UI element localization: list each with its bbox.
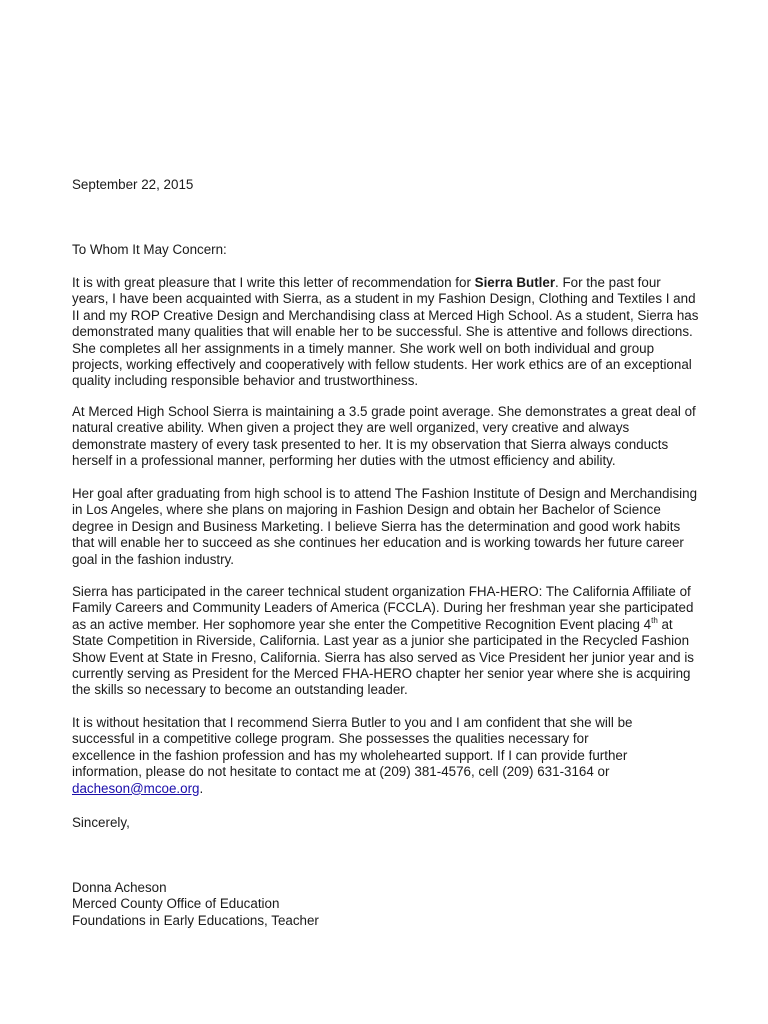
paragraph-1: It is with great pleasure that I write this letter of recommendation for Sierra Butler. For the past four years, I have been acquainted with Sierra, as a student in my Fashion Design, Clothing and Textiles I and II and my ROP Creative Design and Merchandising class at Merced High School. As a student, Sierra has demonstrated many qualities that will enable her to be successful. She is attentive and follows directions. She completes all her assignments in a timely manner. She work well on both individual and group projects, working effectively and cooperatively with fellow students. Her work ethics are of an exceptional quality including responsible behavior and trustworthiness.	[72, 275, 722, 390]
ordinal-suffix: th	[651, 615, 658, 625]
paragraph-5: It is without hesitation that I recommend Sierra Butler to you and I am confident that she will be successful in a competitive college program. She possesses the qualities necessary for excellence in the fashion profession and has my wholehearted support. If I can provide further information, please do not hesitate to contact me at (209) 381-4576, cell (209) 631-3164 or dacheson@mcoe.org.	[72, 715, 722, 797]
letter-date: September 22, 2015	[72, 177, 194, 192]
closing: Sincerely,	[72, 815, 130, 830]
paragraph-line: dacheson@mcoe.org.	[72, 780, 204, 796]
paragraph-2: At Merced High School Sierra is maintaining a 3.5 grade point average. She demonstrates a great deal of natural creative ability. When given a project they are well organized, very creative and always demonstrate mastery of every task presented to her. It is my observation that Sierra always conducts herself in a professional manner, performing her duties with the utmost efficiency and ability.	[72, 404, 696, 469]
paragraph-line: It is with great pleasure that I write this letter of recommendation for Sierra Butler. For the past four	[72, 275, 661, 290]
signer-organization: Merced County Office of Education	[72, 896, 280, 912]
paragraph-line: as an active member. Her sophomore year she enter the Competitive Recognition Event placing 4th at	[72, 615, 673, 632]
salutation: To Whom It May Concern:	[72, 242, 227, 257]
paragraph-3: Her goal after graduating from high school is to attend The Fashion Institute of Design and Merchandising in Los Angeles, where she plans on majoring in Fashion Design and obtain her Bachelor of Science degree in Design and Business Marketing. I believe Sierra has the determination and good work habits that will enable her to succeed as she continues her education and is working towards her future career goal in the fashion industry.	[72, 486, 698, 567]
signature-block	[72, 880, 722, 929]
paragraph-4: Sierra has participated in the career technical student organization FHA-HERO: The California Affiliate of Family Careers and Community Leaders of America (FCCLA). During her freshman year she participated as an active member. Her sophomore year she enter the Competitive Recognition Event placing 4th at State Competition in Riverside, California. Last year as a junior she participated in the Recycled Fashion Show Event at State in Fresno, California. Sierra has also served as Vice President her junior year and is currently serving as President for the Merced FHA-HERO chapter her senior year where she is acquiring the skills so necessary to become an outstanding leader.	[72, 584, 722, 699]
email-link[interactable]: dacheson@mcoe.org	[72, 780, 200, 796]
signer-title: Foundations in Early Educations, Teacher	[72, 912, 319, 928]
student-name: Sierra Butler	[474, 275, 556, 290]
signer-name: Donna Acheson	[72, 880, 167, 895]
